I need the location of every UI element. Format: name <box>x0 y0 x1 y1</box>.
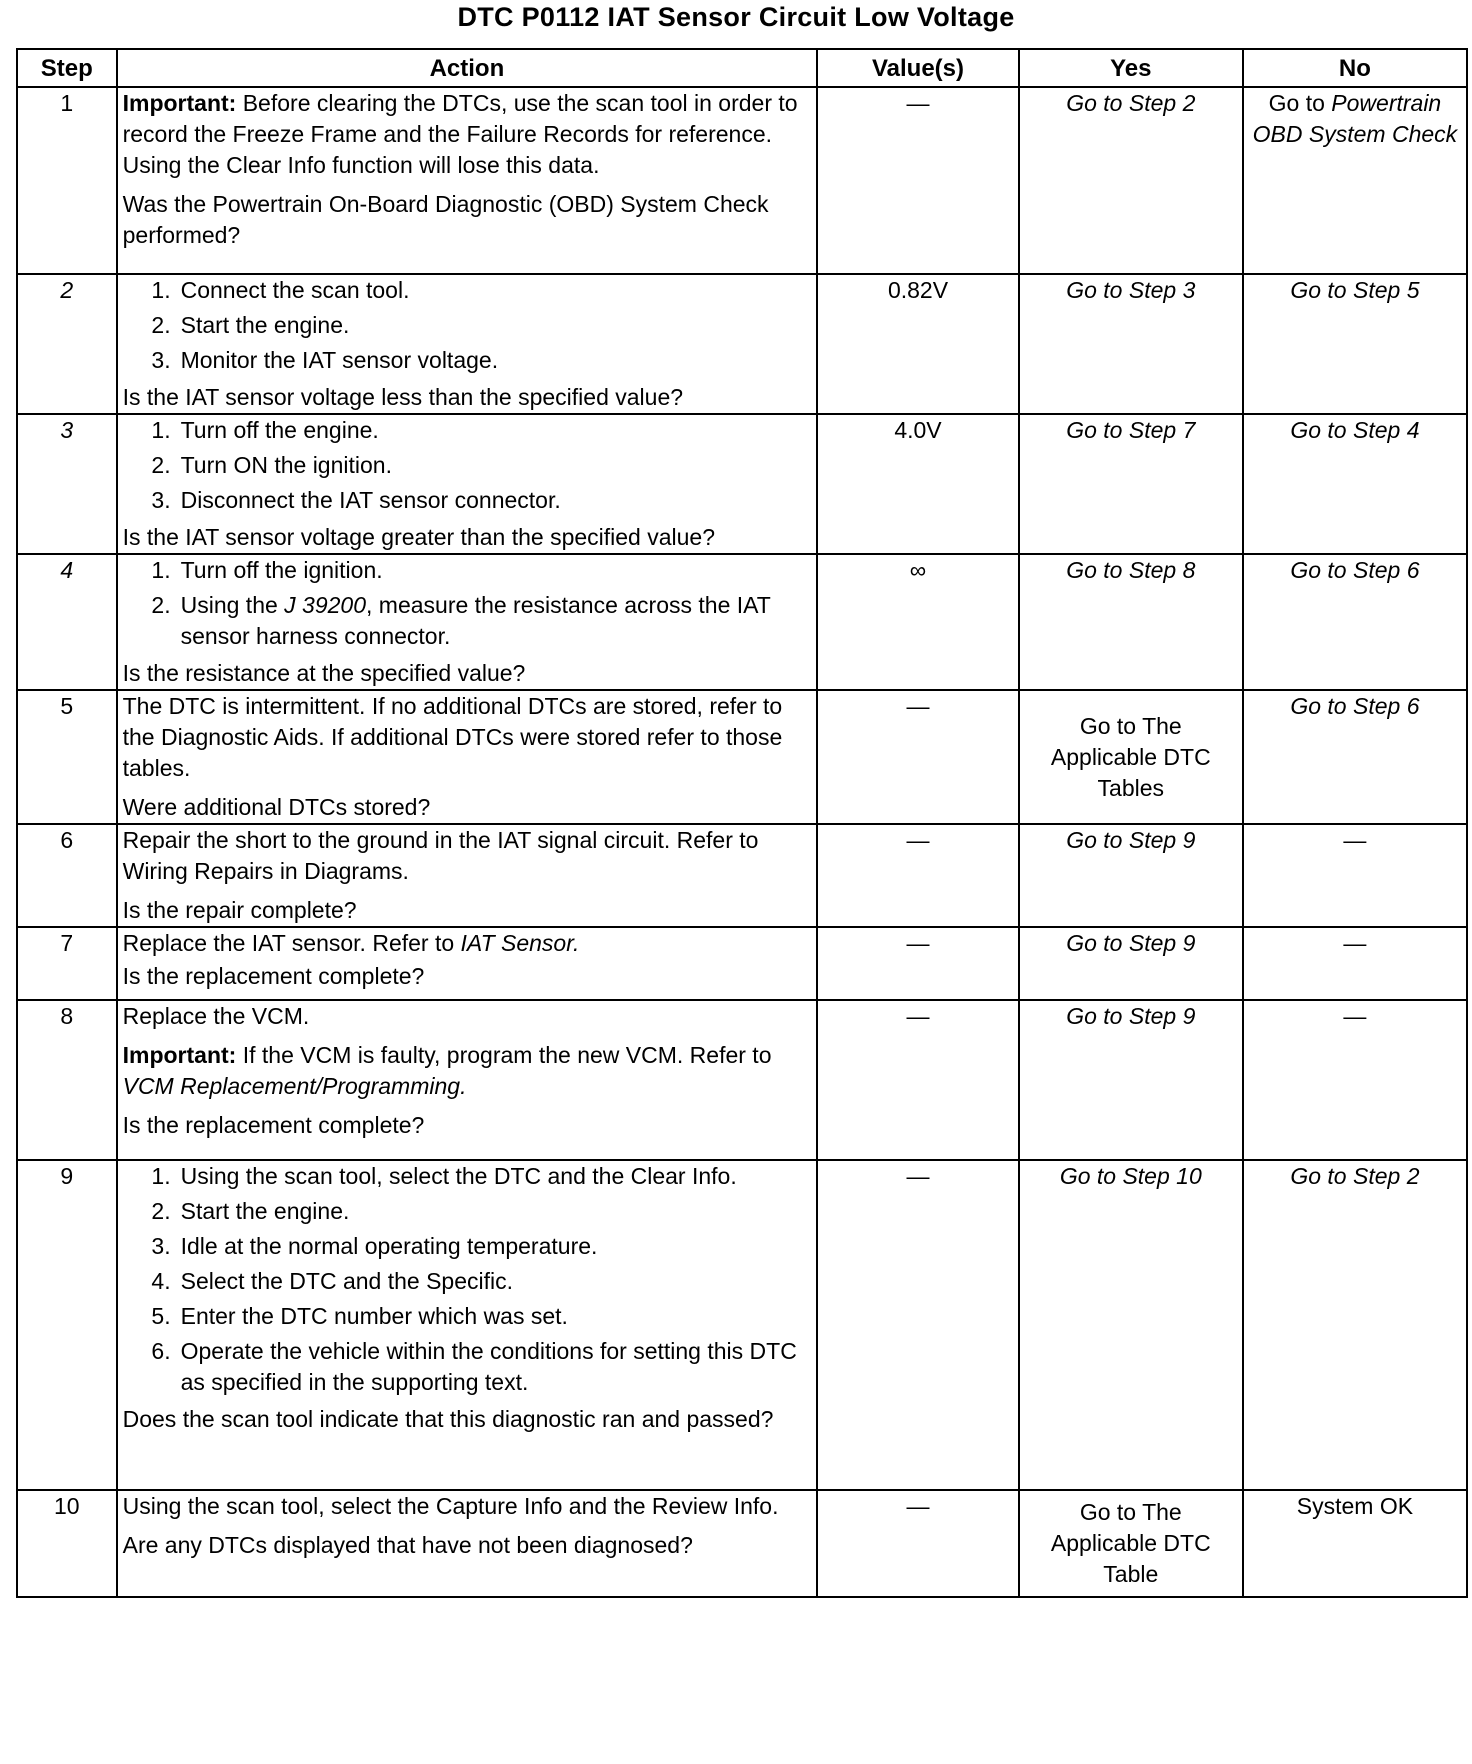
yes-cell: Go to Step 7 <box>1019 414 1243 554</box>
action-cell <box>117 87 818 274</box>
no-cell: — <box>1243 927 1467 1000</box>
important-label: Important: <box>122 1042 237 1068</box>
tool-name: J 39200 <box>284 592 367 618</box>
action-cell <box>117 927 818 1000</box>
no-cell <box>1243 87 1467 274</box>
list-item: 5. Enter the DTC number which was set. <box>151 1303 568 1329</box>
table-row <box>17 87 1467 274</box>
action-question: Is the IAT sensor voltage less than the specified value? <box>122 384 684 410</box>
table-row <box>17 1160 1467 1490</box>
header-no: No <box>1243 49 1467 87</box>
value-cell: — <box>817 690 1018 824</box>
step-number: 7 <box>17 927 117 1000</box>
list-item: 1. Turn off the ignition. <box>151 557 383 583</box>
no-cell: — <box>1243 1000 1467 1160</box>
action-question: Does the scan tool indicate that this diagnostic ran and passed? <box>122 1406 774 1432</box>
no-prefix: Go to <box>1268 90 1332 116</box>
action-question: Is the replacement complete? <box>122 1112 425 1138</box>
action-cell <box>117 824 818 927</box>
action-question: Are any DTCs displayed that have not been diagnosed? <box>122 1532 693 1558</box>
action-question: Were additional DTCs stored? <box>122 794 431 820</box>
table-row <box>17 1000 1467 1160</box>
action-paragraph <box>123 88 812 181</box>
action-question: Is the repair complete? <box>122 897 357 923</box>
action-text: Replace the IAT sensor. Refer to IAT Sensor. <box>122 930 580 956</box>
list-item: 2. Start the engine. <box>151 1198 350 1224</box>
substep-list <box>123 275 812 376</box>
value-cell: 0.82V <box>817 274 1018 414</box>
action-cell <box>117 1490 818 1597</box>
no-cell: Go to Step 2 <box>1243 1160 1467 1490</box>
value-cell: ∞ <box>817 554 1018 690</box>
header-yes: Yes <box>1019 49 1243 87</box>
substep-list <box>123 415 812 516</box>
yes-cell: Go to Step 9 <box>1019 1000 1243 1160</box>
action-text: Repair the short to the ground in the IAT signal circuit. Refer to Wiring Repairs in Diagrams. <box>122 827 759 884</box>
action-cell <box>117 1000 818 1160</box>
no-cell: — <box>1243 824 1467 927</box>
header-step: Step <box>17 49 117 87</box>
list-item: 1. Turn off the engine. <box>151 417 379 443</box>
table-row <box>17 690 1467 824</box>
table-row <box>17 1490 1467 1597</box>
action-cell <box>117 274 818 414</box>
value-cell: — <box>817 87 1018 274</box>
list-item: 2. Using the J 39200, measure the resistance across the IAT sensor harness connector. <box>151 592 771 649</box>
yes-cell: Go to Step 3 <box>1019 274 1243 414</box>
value-cell: — <box>817 1000 1018 1160</box>
no-cell: Go to Step 4 <box>1243 414 1467 554</box>
action-text: The DTC is intermittent. If no additional DTCs are stored, refer to the Diagnostic Aids. If additional DTCs were stored refer to those tables. <box>122 693 783 781</box>
no-link-text: Powertrain OBD System Check <box>1252 90 1458 147</box>
table-row <box>17 554 1467 690</box>
header-row <box>17 49 1467 87</box>
reference-link-text: VCM Replacement/Programming. <box>122 1073 467 1099</box>
header-action: Action <box>117 49 818 87</box>
list-item: 3. Monitor the IAT sensor voltage. <box>151 347 499 373</box>
step-number: 10 <box>17 1490 117 1597</box>
step-number: 3 <box>17 414 117 554</box>
value-cell: — <box>817 824 1018 927</box>
table-row <box>17 927 1467 1000</box>
action-cell <box>117 690 818 824</box>
step-number: 4 <box>17 554 117 690</box>
action-text: Using the scan tool, select the Capture Info and the Review Info. <box>122 1493 779 1519</box>
header-values: Value(s) <box>817 49 1018 87</box>
no-cell: System OK <box>1243 1490 1467 1597</box>
action-question: Is the resistance at the specified value? <box>122 660 526 686</box>
list-item: 2. Turn ON the ignition. <box>151 452 392 478</box>
table-row <box>17 824 1467 927</box>
list-item: 1. Connect the scan tool. <box>151 277 410 303</box>
yes-cell: Go to Step 9 <box>1019 927 1243 1000</box>
yes-cell: Go to The Applicable DTC Table <box>1019 1490 1243 1597</box>
step-number: 1 <box>17 87 117 274</box>
action-question: Is the IAT sensor voltage greater than the specified value? <box>122 524 716 550</box>
step-number: 5 <box>17 690 117 824</box>
yes-cell: Go to Step 9 <box>1019 824 1243 927</box>
step-number: 2 <box>17 274 117 414</box>
list-item: 2. Start the engine. <box>151 312 350 338</box>
list-item: 4. Select the DTC and the Specific. <box>151 1268 513 1294</box>
action-cell <box>117 1160 818 1490</box>
action-text: Before clearing the DTCs, use the scan tool in order to record the Freeze Frame and the Failure Records for reference. Using the Clear Info function will lose this data. <box>122 90 798 178</box>
value-cell: 4.0V <box>817 414 1018 554</box>
action-question: Is the replacement complete? <box>122 963 425 989</box>
no-cell: Go to Step 6 <box>1243 690 1467 824</box>
yes-cell: Go to Step 10 <box>1019 1160 1243 1490</box>
no-cell: Go to Step 6 <box>1243 554 1467 690</box>
value-cell: — <box>817 1490 1018 1597</box>
substep-list <box>123 1161 812 1398</box>
yes-cell: Go to Step 2 <box>1019 87 1243 274</box>
table-row <box>17 274 1467 414</box>
list-item: 6. Operate the vehicle within the conditions for setting this DTC as specified in the supporting text. <box>151 1338 797 1395</box>
list-item: 1. Using the scan tool, select the DTC and the Clear Info. <box>151 1163 737 1189</box>
action-text: Replace the VCM. <box>122 1003 310 1029</box>
substep-list <box>123 555 812 652</box>
yes-cell: Go to Step 8 <box>1019 554 1243 690</box>
list-item: 3. Idle at the normal operating temperature. <box>151 1233 598 1259</box>
action-question: Was the Powertrain On-Board Diagnostic (OBD) System Check performed? <box>122 191 769 248</box>
value-cell: — <box>817 1160 1018 1490</box>
step-number: 9 <box>17 1160 117 1490</box>
important-label: Important: <box>122 90 237 116</box>
dtc-table <box>16 48 1468 1598</box>
yes-cell: Go to The Applicable DTC Tables <box>1019 690 1243 824</box>
action-cell <box>117 554 818 690</box>
step-number: 8 <box>17 1000 117 1160</box>
reference-link-text: IAT Sensor. <box>460 930 580 956</box>
step-number: 6 <box>17 824 117 927</box>
action-cell <box>117 414 818 554</box>
table-row <box>17 414 1467 554</box>
no-cell: Go to Step 5 <box>1243 274 1467 414</box>
action-paragraph: Important: If the VCM is faulty, program the new VCM. Refer to VCM Replacement/Programming. <box>122 1042 772 1099</box>
list-item: 3. Disconnect the IAT sensor connector. <box>151 487 561 513</box>
value-cell: — <box>817 927 1018 1000</box>
page-title: DTC P0112 IAT Sensor Circuit Low Voltage <box>457 2 1015 32</box>
